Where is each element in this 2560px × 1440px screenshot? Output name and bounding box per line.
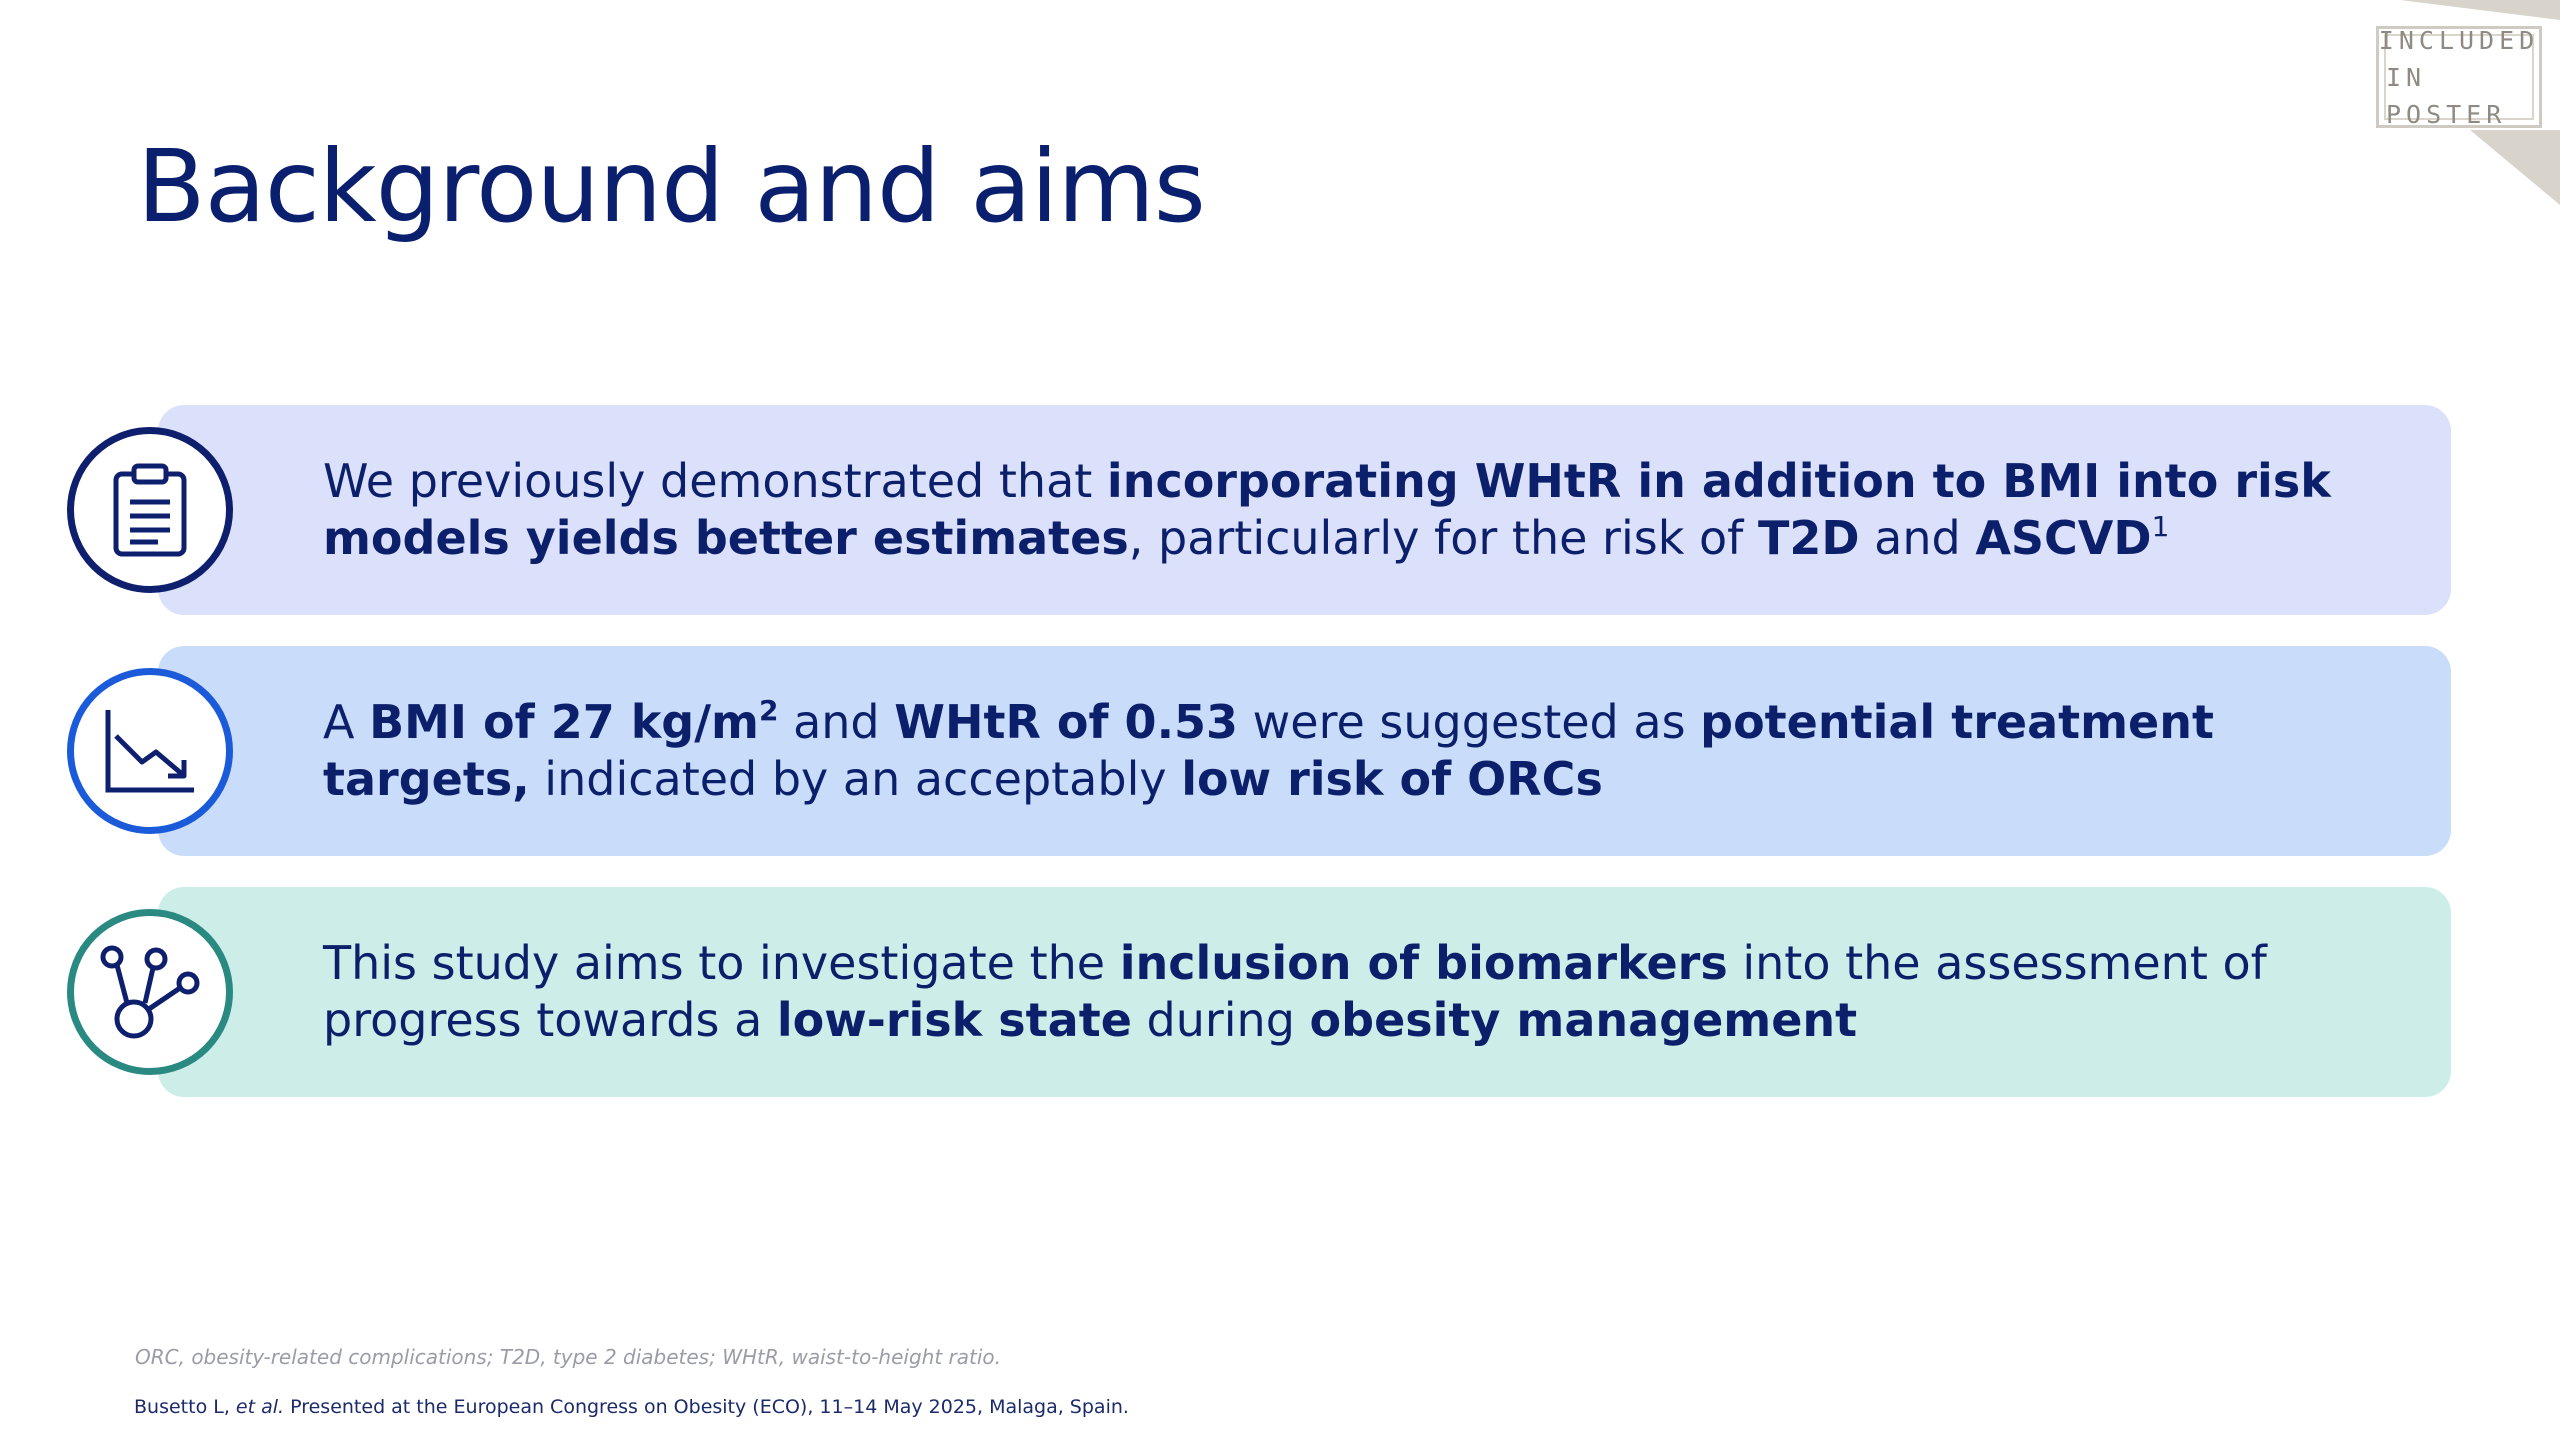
card-2-segment-7: indicated by an acceptably	[529, 752, 1182, 806]
card-3-segment-3: low-risk state	[776, 993, 1132, 1047]
card-3-segment-1: inclusion of biomarkers	[1119, 936, 1728, 990]
included-in-poster-badge	[2376, 26, 2542, 128]
card-2-segment-5: were suggested as	[1238, 695, 1701, 749]
badge-line-1: INCLUDED	[2378, 25, 2540, 55]
card-1-segment-6: 1	[2151, 510, 2170, 543]
card-text-2	[323, 694, 2421, 808]
molecule-icon	[67, 909, 233, 1075]
card-2-segment-8: low risk of ORCs	[1181, 752, 1603, 806]
reference-rest: Presented at the European Congress on Obesity (ECO), 11–14 May 2025, Malaga, Spain.	[284, 1396, 1129, 1418]
card-3-segment-4: during	[1131, 993, 1310, 1047]
card-1-segment-0: We previously demonstrated that	[323, 454, 1107, 508]
declining-chart-icon	[67, 668, 233, 834]
info-card-treatment-targets	[158, 646, 2451, 856]
card-1-segment-4: and	[1859, 511, 1976, 565]
badge-line-2: IN POSTER	[2386, 62, 2507, 129]
card-2-segment-1: BMI of 27 kg/m	[369, 695, 759, 749]
card-2-segment-2: 2	[758, 694, 779, 727]
card-2-segment-0: A	[323, 695, 370, 749]
reference-footnote	[134, 1396, 1129, 1418]
card-2-segment-4: WHtR of 0.53	[894, 695, 1239, 749]
card-2-segment-6: potential treatment targets,	[323, 695, 2214, 806]
card-1-segment-5: ASCVD	[1975, 511, 2152, 565]
poster-corner	[2330, 0, 2560, 210]
reference-author: Busetto L,	[134, 1396, 236, 1418]
card-1-segment-1: incorporating WHtR in addition to BMI into risk models yields better estimates	[323, 454, 2331, 565]
card-2-segment-3: and	[778, 695, 895, 749]
card-3-segment-0: This study aims to investigate the	[323, 936, 1120, 990]
card-1-segment-2: , particularly for the risk of	[1128, 511, 1758, 565]
card-3-segment-5: obesity management	[1309, 993, 1858, 1047]
card-text-3	[323, 935, 2421, 1049]
card-1-segment-3: T2D	[1757, 511, 1860, 565]
info-card-previous-findings	[158, 405, 2451, 615]
abbreviations-footnote: ORC, obesity-related complications; T2D, type 2 diabetes; WHtR, waist-to-height ratio.	[135, 1345, 1001, 1369]
card-3-segment-2: into the assessment of progress towards a	[323, 936, 2267, 1047]
info-card-study-aims	[158, 887, 2451, 1097]
clipboard-icon	[67, 427, 233, 593]
card-text-1	[323, 453, 2421, 567]
reference-etal: et al.	[235, 1396, 285, 1418]
slide-title: Background and aims	[137, 128, 1205, 245]
